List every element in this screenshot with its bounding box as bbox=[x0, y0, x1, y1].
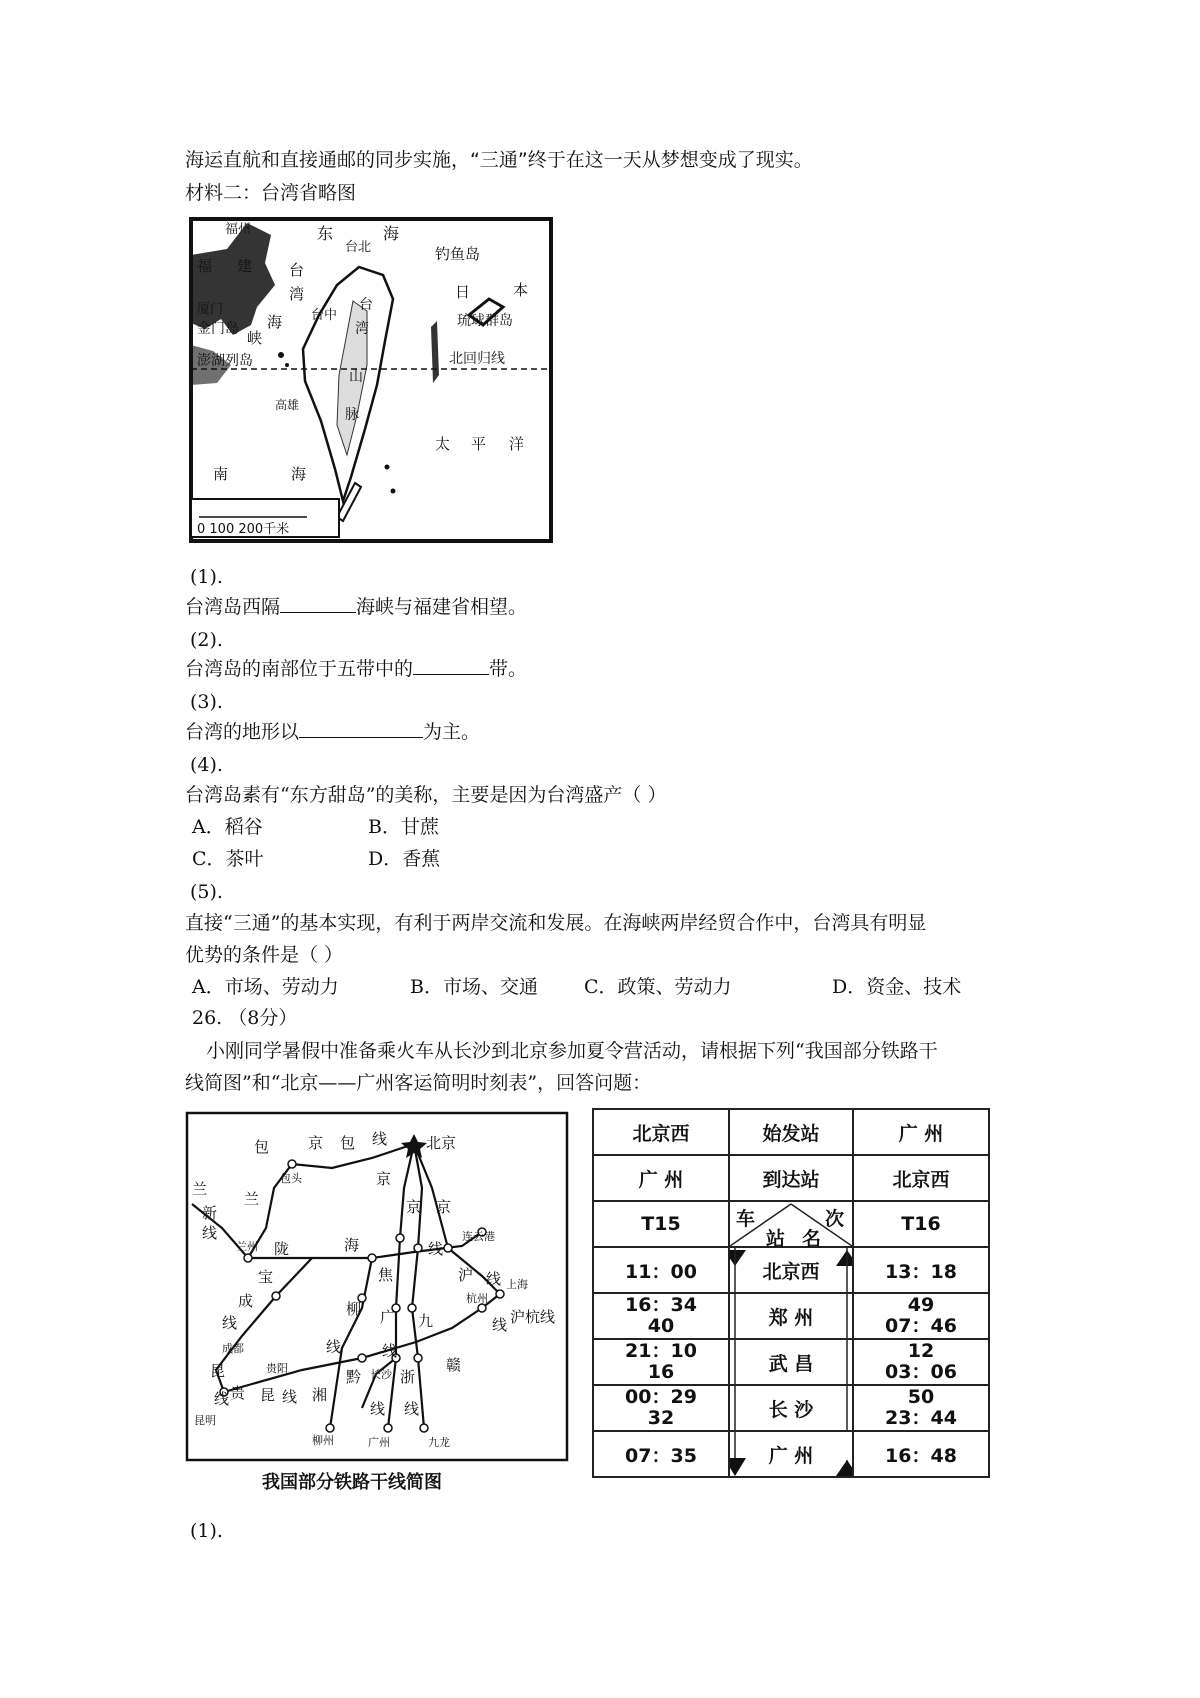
tt-start-down: 北京西 bbox=[593, 1109, 729, 1155]
label-tw-wan: 湾 bbox=[355, 321, 369, 337]
rail-label-guangzhou: 广州 bbox=[368, 1436, 390, 1449]
q4-number: (4). bbox=[190, 754, 223, 776]
tt-end-up: 北京西 bbox=[853, 1155, 989, 1201]
q4-option-b[interactable]: B．甘蔗 bbox=[368, 816, 439, 838]
rail-label-xian9: 线 bbox=[282, 1388, 298, 1406]
tt-down-time: 16：34 40 bbox=[593, 1293, 729, 1339]
q26-header: 26. （8分） bbox=[192, 1007, 298, 1029]
tt-station: 武 昌 bbox=[729, 1339, 853, 1385]
label-jinmen: 金门岛 bbox=[197, 321, 239, 337]
q1-blank[interactable] bbox=[280, 594, 356, 613]
tt-header-ming: 名 bbox=[802, 1228, 822, 1250]
tt-row bbox=[593, 1431, 989, 1477]
taiwan-map bbox=[187, 215, 567, 555]
label-taibei: 台北 bbox=[345, 240, 372, 255]
rail-label-kunming: 昆明 bbox=[194, 1414, 216, 1427]
label-shan: 山 bbox=[349, 369, 363, 385]
q26-intro-line2: 线简图”和“北京——广州客运简明时刻表”，回答问题： bbox=[185, 1072, 652, 1094]
label-taiping-tai: 太 bbox=[435, 435, 451, 453]
q1-number: (1). bbox=[190, 566, 223, 588]
label-diaoyu: 钓鱼岛 bbox=[435, 245, 481, 263]
rail-label-hu: 沪 bbox=[458, 1266, 474, 1284]
tt-header-cell bbox=[729, 1201, 853, 1250]
timetable bbox=[592, 1108, 990, 1478]
label-fujian-fu: 福 bbox=[197, 257, 213, 275]
tt-down-time: 21：10 16 bbox=[593, 1339, 729, 1385]
label-gaoxiong: 高雄 bbox=[275, 398, 300, 412]
rail-label-jiao: 焦 bbox=[378, 1266, 394, 1284]
railway-map bbox=[182, 1108, 574, 1500]
q3-number: (3). bbox=[190, 691, 223, 713]
tt-header-zhan: 站 bbox=[766, 1228, 786, 1250]
tt-up-time: 49 07：46 bbox=[853, 1293, 989, 1339]
rail-label-xian2: 线 bbox=[428, 1240, 444, 1258]
label-fujian-jian: 建 bbox=[237, 257, 253, 275]
rail-label-shanghai: 上海 bbox=[506, 1278, 528, 1291]
rail-label-jiulong: 九龙 bbox=[428, 1436, 450, 1449]
rail-label-baotou: 包头 bbox=[280, 1172, 302, 1185]
q4-option-d[interactable]: D．香蕉 bbox=[368, 848, 441, 870]
rail-label-xin: 新 bbox=[202, 1204, 218, 1222]
label-mai: 脉 bbox=[345, 407, 359, 423]
tt-row bbox=[593, 1247, 989, 1293]
q2-blank[interactable] bbox=[413, 656, 489, 675]
rail-label-changsha: 长沙 bbox=[370, 1368, 392, 1381]
rail-label-xian7: 线 bbox=[492, 1316, 508, 1334]
rail-label-cheng: 成 bbox=[238, 1292, 254, 1310]
rail-label-xin-xian: 线 bbox=[202, 1224, 218, 1242]
label-ben: 本 bbox=[513, 281, 529, 299]
rail-map-caption: 我国部分铁路干线简图 bbox=[262, 1472, 442, 1493]
label-hai2: 海 bbox=[291, 465, 307, 483]
rail-label-qian: 黔 bbox=[346, 1368, 362, 1386]
tt-up-time: 12 03：06 bbox=[853, 1339, 989, 1385]
rail-label-beijing: 北京 bbox=[426, 1134, 457, 1152]
label-scale: 0 100 200千米 bbox=[197, 522, 290, 537]
label-strait-xia: 峡 bbox=[247, 329, 263, 347]
q4-option-c[interactable]: C．茶叶 bbox=[192, 848, 264, 870]
q26-intro-line1: 小刚同学暑假中准备乘火车从长沙到北京参加夏令营活动，请根据下列“我国部分铁路干 bbox=[206, 1040, 938, 1062]
tt-start-label: 始发站 bbox=[729, 1109, 853, 1155]
q4-option-a[interactable]: A．稻谷 bbox=[192, 816, 263, 838]
tt-row bbox=[593, 1293, 989, 1339]
rail-label-jing: 京 bbox=[308, 1134, 324, 1152]
label-taizhong: 台中 bbox=[311, 308, 338, 323]
label-penghu: 澎湖列岛 bbox=[197, 353, 253, 369]
q5-stem-line1: 直接“三通”的基本实现，有利于两岸交流和发展。在海峡两岸经贸合作中，台湾具有明显 bbox=[185, 912, 927, 934]
label-xiamen: 厦门 bbox=[197, 302, 224, 317]
label-dong: 东 bbox=[317, 224, 334, 243]
rail-label-lianyungang: 连云港 bbox=[462, 1230, 495, 1243]
tt-down-time: 11：00 bbox=[593, 1247, 729, 1293]
label-hai1: 海 bbox=[383, 224, 400, 243]
rail-label-xian10: 线 bbox=[370, 1400, 386, 1418]
rail-label-xian5: 线 bbox=[326, 1338, 342, 1356]
label-strait-hai: 海 bbox=[267, 313, 283, 331]
rail-label-jing2: 京 bbox=[376, 1170, 392, 1188]
q5-option-d[interactable]: D．资金、技术 bbox=[832, 976, 962, 998]
tt-header-che: 车 bbox=[736, 1208, 756, 1230]
tt-station: 北京西 bbox=[729, 1247, 853, 1293]
rail-label-lan2: 兰 bbox=[192, 1180, 208, 1198]
q5-option-a[interactable]: A．市场、劳动力 bbox=[192, 976, 339, 998]
tt-train-up: T16 bbox=[853, 1201, 989, 1247]
rail-label-jing4: 京 bbox=[436, 1198, 452, 1216]
rail-label-huhang: 沪杭线 bbox=[510, 1308, 556, 1326]
rail-label-jing3: 京 bbox=[406, 1198, 422, 1216]
rail-label-xiang: 湘 bbox=[312, 1386, 328, 1404]
tt-train-down: T15 bbox=[593, 1201, 729, 1247]
rail-label-bao2: 包 bbox=[340, 1134, 356, 1152]
tt-end-label: 到达站 bbox=[729, 1155, 853, 1201]
q5-number: (5). bbox=[190, 881, 223, 903]
rail-label-gan: 赣 bbox=[446, 1356, 462, 1374]
rail-label-liu: 柳 bbox=[346, 1300, 362, 1318]
label-fuzhou: 福州 bbox=[225, 222, 252, 237]
tt-arrows-top bbox=[730, 1248, 852, 1294]
intro-line: 海运直航和直接通邮的同步实施，“三通”终于在这一天从梦想变成了现实。 bbox=[185, 149, 813, 171]
tt-up-time: 13：18 bbox=[853, 1247, 989, 1293]
rail-label-kun2: 昆 bbox=[260, 1386, 276, 1404]
material2-title: 材料二：台湾省略图 bbox=[185, 182, 357, 204]
tt-station: 郑 州 bbox=[729, 1293, 853, 1339]
q26-part1-number: (1). bbox=[190, 1520, 223, 1542]
q3-text: 台湾的地形以 为主。 bbox=[185, 721, 481, 743]
q2-number: (2). bbox=[190, 629, 223, 651]
tt-row bbox=[593, 1339, 989, 1385]
rail-label-jiu: 九 bbox=[418, 1312, 434, 1330]
label-strait-tai: 台 bbox=[289, 261, 305, 279]
rail-label-chengdu: 成都 bbox=[222, 1342, 244, 1355]
tt-up-time: 50 23：44 bbox=[853, 1385, 989, 1431]
q3-blank[interactable] bbox=[299, 719, 423, 738]
rail-label-liuzhou: 柳州 bbox=[312, 1434, 334, 1447]
rail-label-hai: 海 bbox=[344, 1236, 360, 1254]
label-nan: 南 bbox=[213, 465, 229, 483]
q2-text: 台湾岛的南部位于五带中的 带。 bbox=[185, 658, 528, 680]
rail-label-xian8: 线 bbox=[214, 1390, 230, 1408]
tt-row bbox=[593, 1385, 989, 1431]
rail-label-kun: 昆 bbox=[210, 1362, 226, 1380]
q1-text: 台湾岛西隔 海峡与福建省相望。 bbox=[185, 596, 528, 618]
tt-station: 广 州 bbox=[729, 1431, 853, 1477]
rail-label-xian6: 线 bbox=[382, 1342, 398, 1360]
tt-header-ci: 次 bbox=[824, 1208, 844, 1230]
rail-label-long: 陇 bbox=[274, 1240, 290, 1258]
label-taiping-ping: 平 bbox=[471, 435, 487, 453]
tt-down-time: 00：29 32 bbox=[593, 1385, 729, 1431]
q5-stem-line2: 优势的条件是（ ） bbox=[185, 944, 344, 966]
rail-label-bao: 包 bbox=[254, 1138, 270, 1156]
rail-label-guang: 广 bbox=[380, 1308, 396, 1326]
label-taiping-yang: 洋 bbox=[509, 435, 525, 453]
label-tropic: 北回归线 bbox=[449, 351, 505, 367]
tt-end-down: 广 州 bbox=[593, 1155, 729, 1201]
tt-station: 长 沙 bbox=[729, 1385, 853, 1431]
rail-label-lanzhou: 兰州 bbox=[236, 1240, 258, 1253]
rail-label-xian4: 线 bbox=[222, 1314, 238, 1332]
q5-option-b[interactable]: B．市场、交通 bbox=[410, 976, 538, 998]
tt-down-time: 07：35 bbox=[593, 1431, 729, 1477]
q5-option-c[interactable]: C．政策、劳动力 bbox=[584, 976, 732, 998]
rail-label-xian: 线 bbox=[372, 1130, 388, 1148]
tt-up-time: 16：48 bbox=[853, 1431, 989, 1477]
tt-start-up: 广 州 bbox=[853, 1109, 989, 1155]
label-strait-wan: 湾 bbox=[289, 285, 305, 303]
tt-arrows-bottom bbox=[730, 1432, 852, 1478]
label-tw-tai: 台 bbox=[359, 297, 373, 313]
q4-stem: 台湾岛素有“东方甜岛”的美称，主要是因为台湾盛产（ ） bbox=[185, 784, 667, 806]
rail-label-gui: 贵 bbox=[230, 1384, 246, 1402]
label-ri: 日 bbox=[455, 283, 471, 301]
rail-label-xian11: 线 bbox=[404, 1400, 420, 1418]
rail-label-zhe: 浙 bbox=[400, 1368, 416, 1386]
rail-label-bao3: 宝 bbox=[258, 1268, 274, 1286]
rail-label-xian3: 线 bbox=[486, 1270, 502, 1288]
label-ryukyu: 琉球群岛 bbox=[457, 313, 513, 329]
rail-label-guiyang: 贵阳 bbox=[266, 1362, 288, 1375]
rail-label-lan: 兰 bbox=[244, 1190, 260, 1208]
rail-label-hangzhou: 杭州 bbox=[466, 1292, 488, 1305]
